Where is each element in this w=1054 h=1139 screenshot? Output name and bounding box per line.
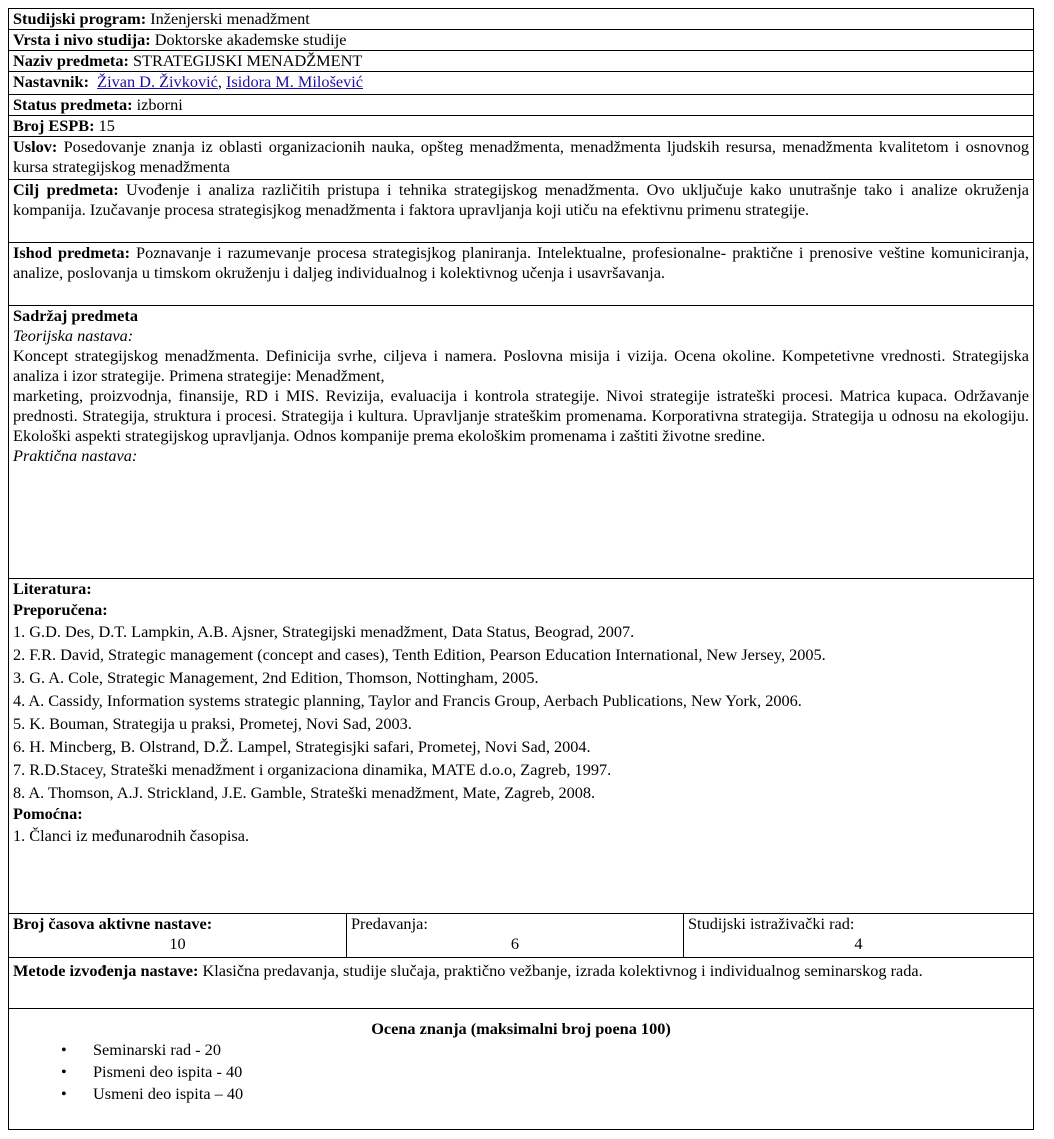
level-row [8,29,1034,50]
active-hours-cell [9,914,346,957]
reference-item: 6. H. Mincberg, B. Olstrand, D.Ž. Lampel, Strategisjki safari, Prometej, Novi Sad, 2004. [13,737,591,756]
espb-value: 15 [98,116,115,135]
program-label: Studijski program: [13,9,147,28]
condition-label: Uslov: [13,137,58,156]
reference-item: 3. G. A. Cole, Strategic Management, 2nd Edition, Thomson, Nottingham, 2005. [13,668,539,687]
theory-text-1: Koncept strategijskog menadžmenta. Definicija svrhe, ciljeva i namera. Poslovna misija i vizija. Ocena okoline. Kompetetivne vrednosti. Strategijska analiza i izor strategije. Primena strategije: Menadžment, [13,346,1029,385]
reference-item: 2. F.R. David, Strategic management (concept and cases), Tenth Edition, Pearson Education International, New Jersey, 2005. [13,645,826,664]
espb-label: Broj ESPB: [13,116,95,135]
teacher-row [8,71,1034,94]
goal-label: Cilj predmeta: [13,180,119,199]
reference-item: 4. A. Cassidy, Information systems strategic planning, Taylor and Francis Group, Aerbach Publications, New York, 2006. [13,691,802,710]
hours-row [8,913,1034,957]
teacher-label: Nastavnik: [13,72,89,91]
auxiliary-item: 1. Članci iz međunarodnih časopisa. [13,826,250,845]
status-label: Status predmeta: [13,95,133,114]
level-value: Doktorske akademske studije [154,30,347,49]
practice-label: Praktična nastava: [13,446,138,465]
lectures-cell [346,914,683,957]
methods-label: Metode izvođenja nastave: [13,961,199,980]
active-hours-value: 10 [169,934,186,953]
outcome-label: Ishod predmeta: [13,243,130,262]
literature-row [8,578,1034,913]
goal-row [8,179,1034,242]
lectures-label: Predavanja: [351,914,428,933]
level-label: Vrsta i nivo studija: [13,30,151,49]
grading-item-text: Usmeni deo ispita – 40 [93,1084,244,1103]
methods-row [8,957,1034,1008]
theory-text-2: marketing, proizvodnja, finansije, RD i MIS. Revizija, evaluacija i kontrola strategije. Nivoi strategije istrateški procesi. Matrica kupaca. Održavanje prednosti. Strategija, struktura i procesi. Strategija i kultura. Upravljanje strateškim promenama. Korporativna strategija. Strategija u odnosu na ekologiju. Ekološki aspekti strategijskog upravljanja. Odnos kompanije prema ekološkim promenama i zaštiti životne sredine. [13,386,1029,445]
grading-item-text: Pismeni deo ispita - 40 [93,1062,243,1081]
lectures-value: 6 [510,934,520,953]
research-cell [683,914,1033,957]
course-name-label: Naziv predmeta: [13,51,129,70]
content-title: Sadržaj predmeta [13,306,138,325]
goal-value: Uvođenje i analiza različitih pristupa i tehnika strategijskog menadžmenta. Ovo uključuje kako unutrašnje tako i analize okruženja kompanija. Izučavanje procesa strategisjkog menadžmenta i faktora upravljanja koji utiču na efektivnu primenu strategije. [13,180,1029,219]
teacher-link-2[interactable]: Isidora M. Milošević [226,72,364,91]
research-label: Studijski istraživački rad: [688,914,855,933]
reference-item: 8. A. Thomson, A.J. Strickland, J.E. Gamble, Strateški menadžment, Mate, Zagreb, 2008. [13,783,596,802]
reference-item: 7. R.D.Stacey, Strateški menadžment i organizaciona dinamika, MATE d.o.o, Zagreb, 1997. [13,760,612,779]
grading-item [59,1061,1029,1083]
course-name-row [8,50,1034,71]
teacher-separator: , [217,72,227,91]
reference-item: 1. G.D. Des, D.T. Lampkin, A.B. Ajsner, Strategijski menadžment, Data Status, Beograd, 2007. [13,622,635,641]
literature-title: Literatura: [13,579,92,598]
grading-title: Ocena znanja (maksimalni broj poena 100) [371,1019,671,1038]
grading-item [59,1039,1029,1061]
grading-item [59,1083,1029,1105]
condition-value: Posedovanje znanja iz oblasti organizacionih nauka, opšteg menadžmenta, menadžmenta ljudskih resursa, menadžmenta kvalitetom i osnovnog kursa strategijskog menadžmenta [13,137,1029,176]
espb-row [8,115,1034,136]
outcome-row [8,242,1034,305]
program-row [8,8,1034,29]
bullet-icon: • [61,1084,67,1103]
auxiliary-label: Pomoćna: [13,804,83,823]
condition-row [8,136,1034,179]
research-value: 4 [854,934,863,953]
theory-label: Teorijska nastava: [13,326,134,345]
methods-value: Klasična predavanja, studije slučaja, praktično vežbanje, izrada kolektivnog i individualnog seminarskog rada. [202,961,923,980]
status-value: izborni [136,95,183,114]
bullet-icon: • [61,1062,67,1081]
content-row [8,305,1034,578]
reference-item: 5. K. Bouman, Strategija u praksi, Prometej, Novi Sad, 2003. [13,714,412,733]
recommended-label: Preporučena: [13,600,108,619]
bullet-icon: • [61,1040,67,1059]
grading-list [13,1039,1029,1105]
status-row [8,94,1034,115]
outcome-value: Poznavanje i razumevanje procesa strategisjkog planiranja. Intelektualne, profesionalne- praktične i prenosive veštine komuniciranja, analize, poslovanja u timskom okruženju i daljeg individualnog i kolektivnog učenja i usavršavanja. [13,243,1029,282]
course-name-value: STRATEGIJSKI MENADŽMENT [132,51,363,70]
program-value: Inženjerski menadžment [150,9,310,28]
teacher-link-1[interactable]: Živan D. Živković [97,72,218,91]
active-hours-label: Broj časova aktivne nastave: [13,914,213,933]
grading-item-text: Seminarski rad - 20 [93,1040,221,1059]
grading-row [8,1008,1034,1130]
